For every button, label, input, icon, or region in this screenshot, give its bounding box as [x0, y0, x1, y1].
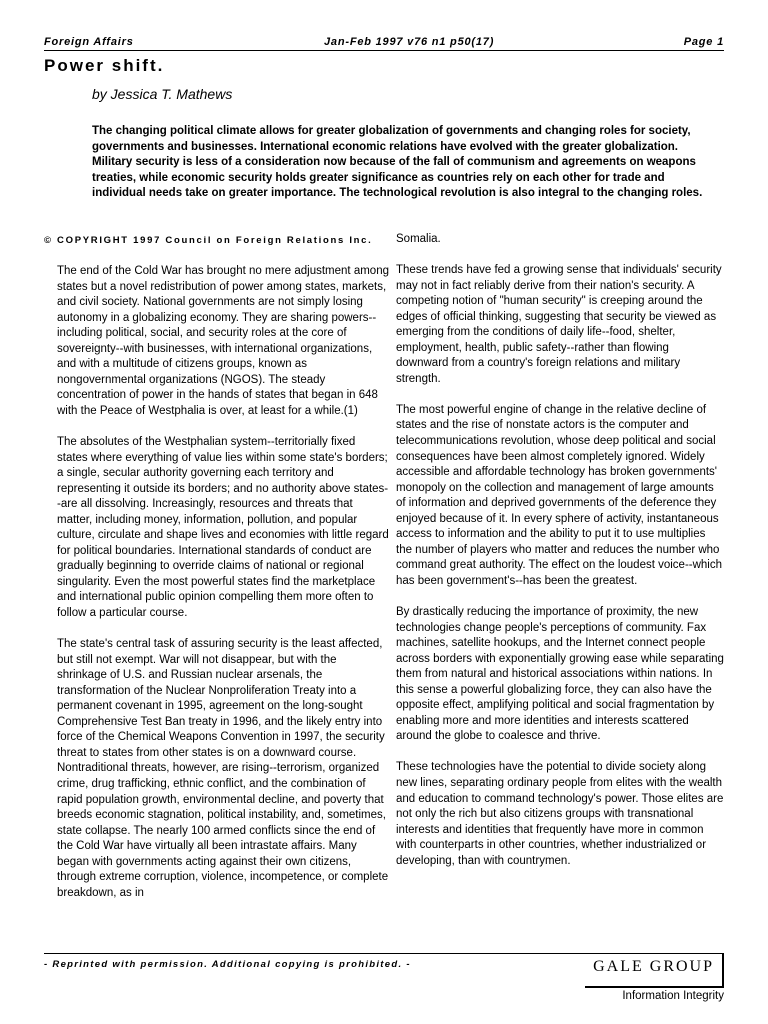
article-byline: by Jessica T. Mathews: [92, 86, 233, 102]
gale-group-logo: GALE GROUP: [585, 954, 724, 988]
reprint-notice: - Reprinted with permission. Additional copying is prohibited. -: [44, 959, 411, 970]
brand-tagline: Information Integrity: [622, 990, 724, 1002]
paragraph: The end of the Cold War has brought no mere adjustment among states but a novel redistribution of power among states, markets, and civil society. National governments are not simply losing autonomy in a globalizing economy. They are sharing powers--including political, social, and security roles at the core of sovereignty--with businesses, with international organizations, and with a multitude of citizens groups, known as nongovernmental organizations (NGOS). The steady concentration of power in the hands of states that began in 648 with the Peace of Westphalia is over, at least for a while.(1): [57, 265, 389, 417]
page-header: [44, 34, 724, 51]
copyright-notice: © COPYRIGHT 1997 Council on Foreign Relations Inc.: [44, 235, 373, 246]
paragraph: The state's central task of assuring security is the least affected, but still not exempt. War will not disappear, but with the shrinkage of U.S. and Russian nuclear arsenals, the transformation of the Nuclear Nonproliferation Treaty into a permanent covenant in 1995, agreement on the long-sought Comprehensive Test Ban treaty in 1996, and the likely entry into force of the Chemical Weapons Convention in 1997, the security threat to states from other states is on a downward course. Nontraditional threats, however, are rising--terrorism, organized crime, drug trafficking, ethnic conflict, and the combination of rapid population growth, environmental decline, and poverty that breeds economic stagnation, political instability, and, sometimes, state collapse. The nearly 100 armed conflicts since the end of the Cold War have virtually all been intrastate affairs. Many began with governments acting against their own citizens, through extreme corruption, violence, incompetence, or complete breakdown, as in: [57, 638, 389, 899]
page-number: Page 1: [683, 36, 724, 48]
paragraph: Somalia.: [396, 233, 441, 245]
left-column: [57, 264, 389, 917]
issue-citation: Jan-Feb 1997 v76 n1 p50(17): [324, 36, 495, 48]
publication-name: Foreign Affairs: [44, 36, 134, 48]
paragraph: These technologies have the potential to divide society along new lines, separating ordinary people from elites with the wealth and education to command technology's power. Those elites are not only the rich but also citizens groups with transnational interests and identities that frequently have more in common with counterparts in other countries, whether industrialized or developing, than with countrymen.: [396, 761, 724, 867]
paragraph: By drastically reducing the importance of proximity, the new technologies change people's perceptions of community. Fax machines, satellite hookups, and the Internet connect people across borders with exponentially growing ease while separating them from natural and historical associations within nations. In this sense a powerful globalizing force, they can also have the opposite effect, amplifying political and social fragmentation by enabling more and more identities and interests scattered around the globe to coalesce and thrive.: [396, 605, 724, 743]
page-footer: [44, 953, 724, 1002]
right-column: [396, 232, 724, 885]
paragraph: The absolutes of the Westphalian system--territorially fixed states where everything of value lies within some state's borders; a single, secular authority governing each territory and representing it outside its borders; and no authority above states--are all dissolving. Increasingly, resources and threats that matter, including money, information, pollution, and popular culture, circulate and shape lives and economies with little regard for political boundaries. International standards of conduct are gradually beginning to override claims of national or regional singularity. Even the most powerful states find the marketplace and international public opinion compelling them more often to follow a particular course.: [57, 435, 389, 619]
paragraph: These trends have fed a growing sense that individuals' security may not in fact reliably derive from their nation's security. A competing notion of "human security" is creeping around the edges of official thinking, suggesting that security be viewed as emerging from the conditions of daily life--food, shelter, employment, health, public safety--rather than flowing downward from a country's foreign relations and military strength.: [396, 264, 722, 385]
article-title: Power shift.: [44, 56, 165, 75]
paragraph: The most powerful engine of change in the relative decline of states and the rise of nonstate actors is the computer and telecommunications revolution, whose deep political and social consequences have been almost completely ignored. Widely accessible and affordable technology has broken governments' monopoly on the collection and management of large amounts of information and deprived governments of the deference they enjoyed because of it. In every sphere of activity, instantaneous access to information and the ability to put it to use multiplies the number of players who matter and reduces the number who command great authority. The effect on the loudest voice--which has been government's--has been the greatest.: [396, 403, 723, 587]
article-abstract: The changing political climate allows for greater globalization of governments and changing roles for society, governments and businesses. International economic relations have evolved with the greater globalization. Military security is less of a consideration now because of the fall of communism and agreements on weapons treaties, while economic security holds greater significance as countries rely on each other for trade and individual needs take on greater importance. The technological revolution is also integral to the changing roles.: [92, 125, 703, 200]
